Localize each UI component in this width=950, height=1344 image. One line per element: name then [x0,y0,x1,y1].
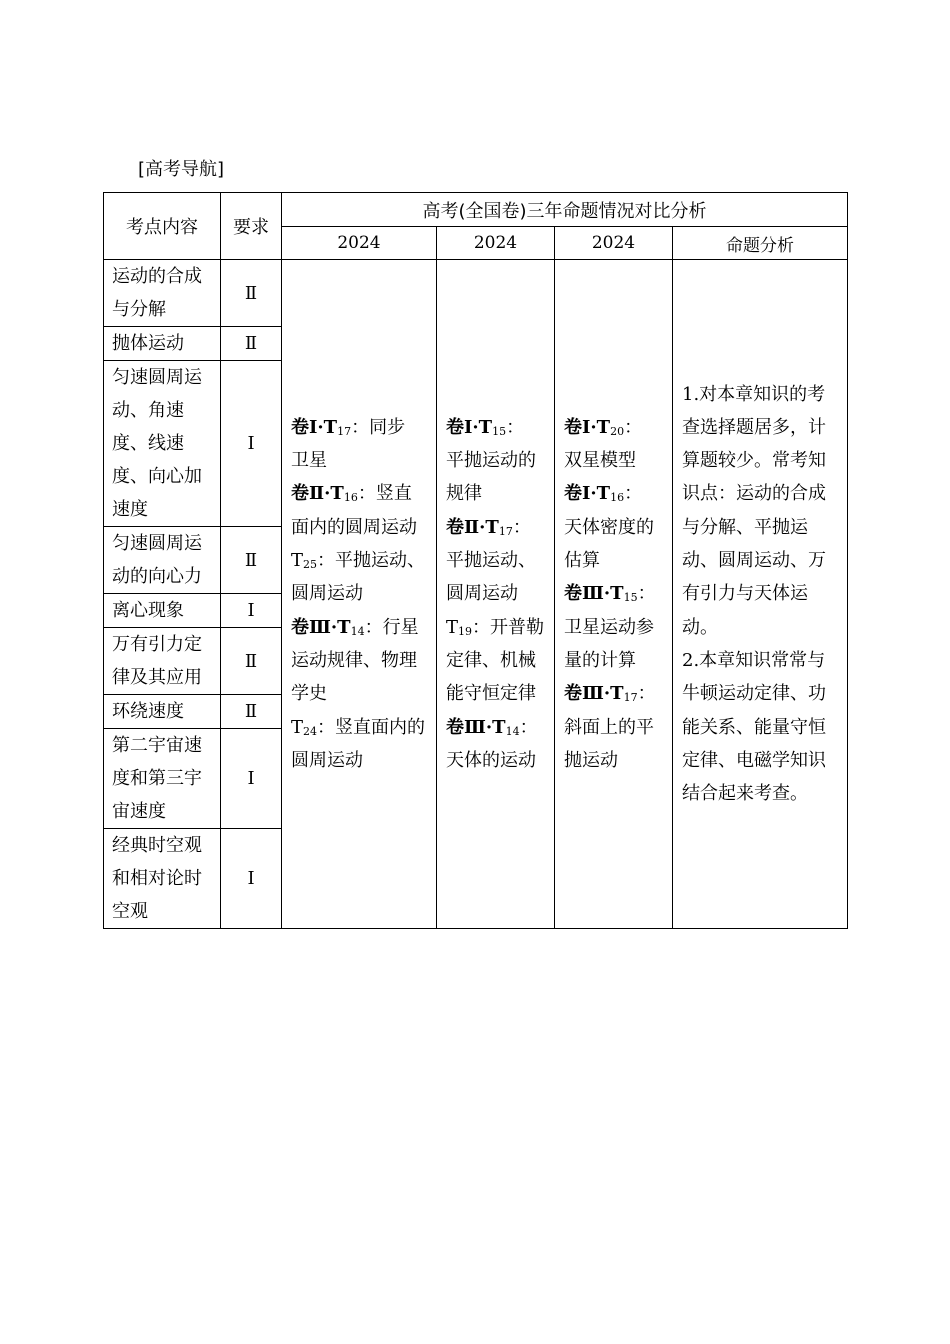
topic-line: 第二宇宙速 [112,735,202,756]
header-year-1: 2024 [282,227,437,260]
analysis-line: 查选择题居多，计 [682,416,826,438]
year-3-line: 天体密度的 [564,516,654,538]
topic-cell [104,695,221,729]
year-1-line: 学史 [291,683,327,705]
topic-cell [104,829,221,929]
section-title: [高考导航] [138,159,225,180]
year-1-line: 圆周运动 [291,583,363,605]
analysis-line: 牛顿运动定律、功 [682,683,826,705]
topic-cell [104,361,221,527]
analysis-line: 有引力与天体运 [682,583,808,605]
requirement-cell: Ⅱ [221,695,282,729]
analysis-line: 定律、电磁学知识 [682,749,826,771]
year-3-line: 卫星运动参 [564,616,654,638]
topic-line: 动的向心力 [112,566,202,587]
topic-line: 环绕速度 [112,701,184,722]
year-2-line: 平抛运动、 [446,550,536,572]
year-3-line: 抛运动 [564,749,618,771]
year-3-line: 量的计算 [564,649,636,671]
topic-line: 度、线速 [112,433,184,454]
year-2-line: 卷$Ⅱ\cdot T_{17}$： [446,516,531,538]
analysis-line: 识点：运动的合成 [682,483,826,505]
year-3-line: 卷$Ⅰ\cdot T_{20}$： [564,416,643,438]
year-1-line: 卷$Ⅰ\cdot T_{17}$：同步 [291,416,406,438]
year-3-line: 双星模型 [564,450,636,472]
year-1-line: $T_{25}$：平抛运动、 [291,550,426,572]
year-1-line: $T_{24}$：竖直面内的 [291,716,426,738]
topic-line: 经典时空观 [112,835,202,856]
header-requirement: 要求 [221,193,282,260]
exam-guide-table [103,192,848,929]
topic-line: 宙速度 [112,801,166,822]
year-2-line: $T_{19}$：开普勒 [446,616,545,638]
header-topic: 考点内容 [104,193,221,260]
year-1-line: 卷$Ⅲ\cdot T_{14}$：行星 [291,616,419,638]
requirement-cell: Ⅰ [221,361,282,527]
year-2-line: 平抛运动的 [446,450,536,472]
topic-line: 与分解 [112,299,166,320]
year-1-line: 运动规律、物理 [291,649,417,671]
analysis-line: 动、圆周运动、万 [682,550,826,572]
topic-cell [104,628,221,695]
topic-line: 律及其应用 [112,667,202,688]
year-2-line: 能守恒定律 [446,683,536,705]
topic-line: 和相对论时 [112,868,202,889]
topic-line: 度、向心加 [112,466,202,487]
requirement-cell: Ⅱ [221,260,282,327]
year-2-line: 卷$Ⅲ\cdot T_{14}$： [446,716,538,738]
year-3-line: 估算 [564,550,600,572]
topic-line: 匀速圆周运 [112,367,202,388]
topic-line: 匀速圆周运 [112,533,202,554]
topic-line: 运动的合成 [112,266,202,287]
requirement-cell: Ⅰ [221,829,282,929]
requirement-cell: Ⅱ [221,327,282,361]
topic-line: 空观 [112,901,148,922]
header-analysis-group: 高考(全国卷)三年命题情况对比分析 [282,193,848,227]
header-year-3: 2024 [555,227,673,260]
topic-line: 离心现象 [112,600,184,621]
analysis-line: 2.本章知识常常与 [682,649,826,671]
analysis-line: 1.对本章知识的考 [682,383,826,405]
year-1-line: 圆周运动 [291,749,363,771]
topic-cell [104,594,221,628]
year-1-line: 卫星 [291,450,327,472]
analysis-cell [673,260,848,929]
topic-line: 动、角速 [112,400,184,421]
analysis-line: 算题较少。常考知 [682,450,826,472]
analysis-line: 动。 [682,616,718,638]
year-2-line: 定律、机械 [446,649,536,671]
topic-line: 速度 [112,499,148,520]
topic-line: 度和第三宇 [112,768,202,789]
analysis-line: 能关系、能量守恒 [682,716,826,738]
year-3-line: 卷$Ⅲ\cdot T_{17}$： [564,683,656,705]
requirement-cell: Ⅰ [221,729,282,829]
topic-cell [104,729,221,829]
year-3-line: 斜面上的平 [564,716,654,738]
topic-cell [104,327,221,361]
year-1-line: 卷$Ⅱ\cdot T_{16}$：竖直 [291,483,412,505]
requirement-cell: Ⅰ [221,594,282,628]
year-3-line: 卷$Ⅲ\cdot T_{15}$： [564,583,656,605]
year-2-cell [437,260,555,929]
requirement-cell: Ⅱ [221,527,282,594]
year-2-line: 天体的运动 [446,749,536,771]
year-1-cell [282,260,437,929]
table-row [104,260,848,327]
year-2-line: 圆周运动 [446,583,518,605]
header-analysis: 命题分析 [673,227,848,260]
topic-line: 万有引力定 [112,634,202,655]
year-3-cell [555,260,673,929]
topic-cell [104,260,221,327]
header-year-2: 2024 [437,227,555,260]
year-2-line: 规律 [446,483,482,505]
topic-cell [104,527,221,594]
year-3-line: 卷$Ⅰ\cdot T_{16}$： [564,483,643,505]
requirement-cell: Ⅱ [221,628,282,695]
year-1-line: 面内的圆周运动 [291,516,417,538]
topic-line: 抛体运动 [112,333,184,354]
year-2-line: 卷$Ⅰ\cdot T_{15}$： [446,416,525,438]
analysis-line: 结合起来考查。 [682,783,808,805]
analysis-line: 与分解、平抛运 [682,516,808,538]
